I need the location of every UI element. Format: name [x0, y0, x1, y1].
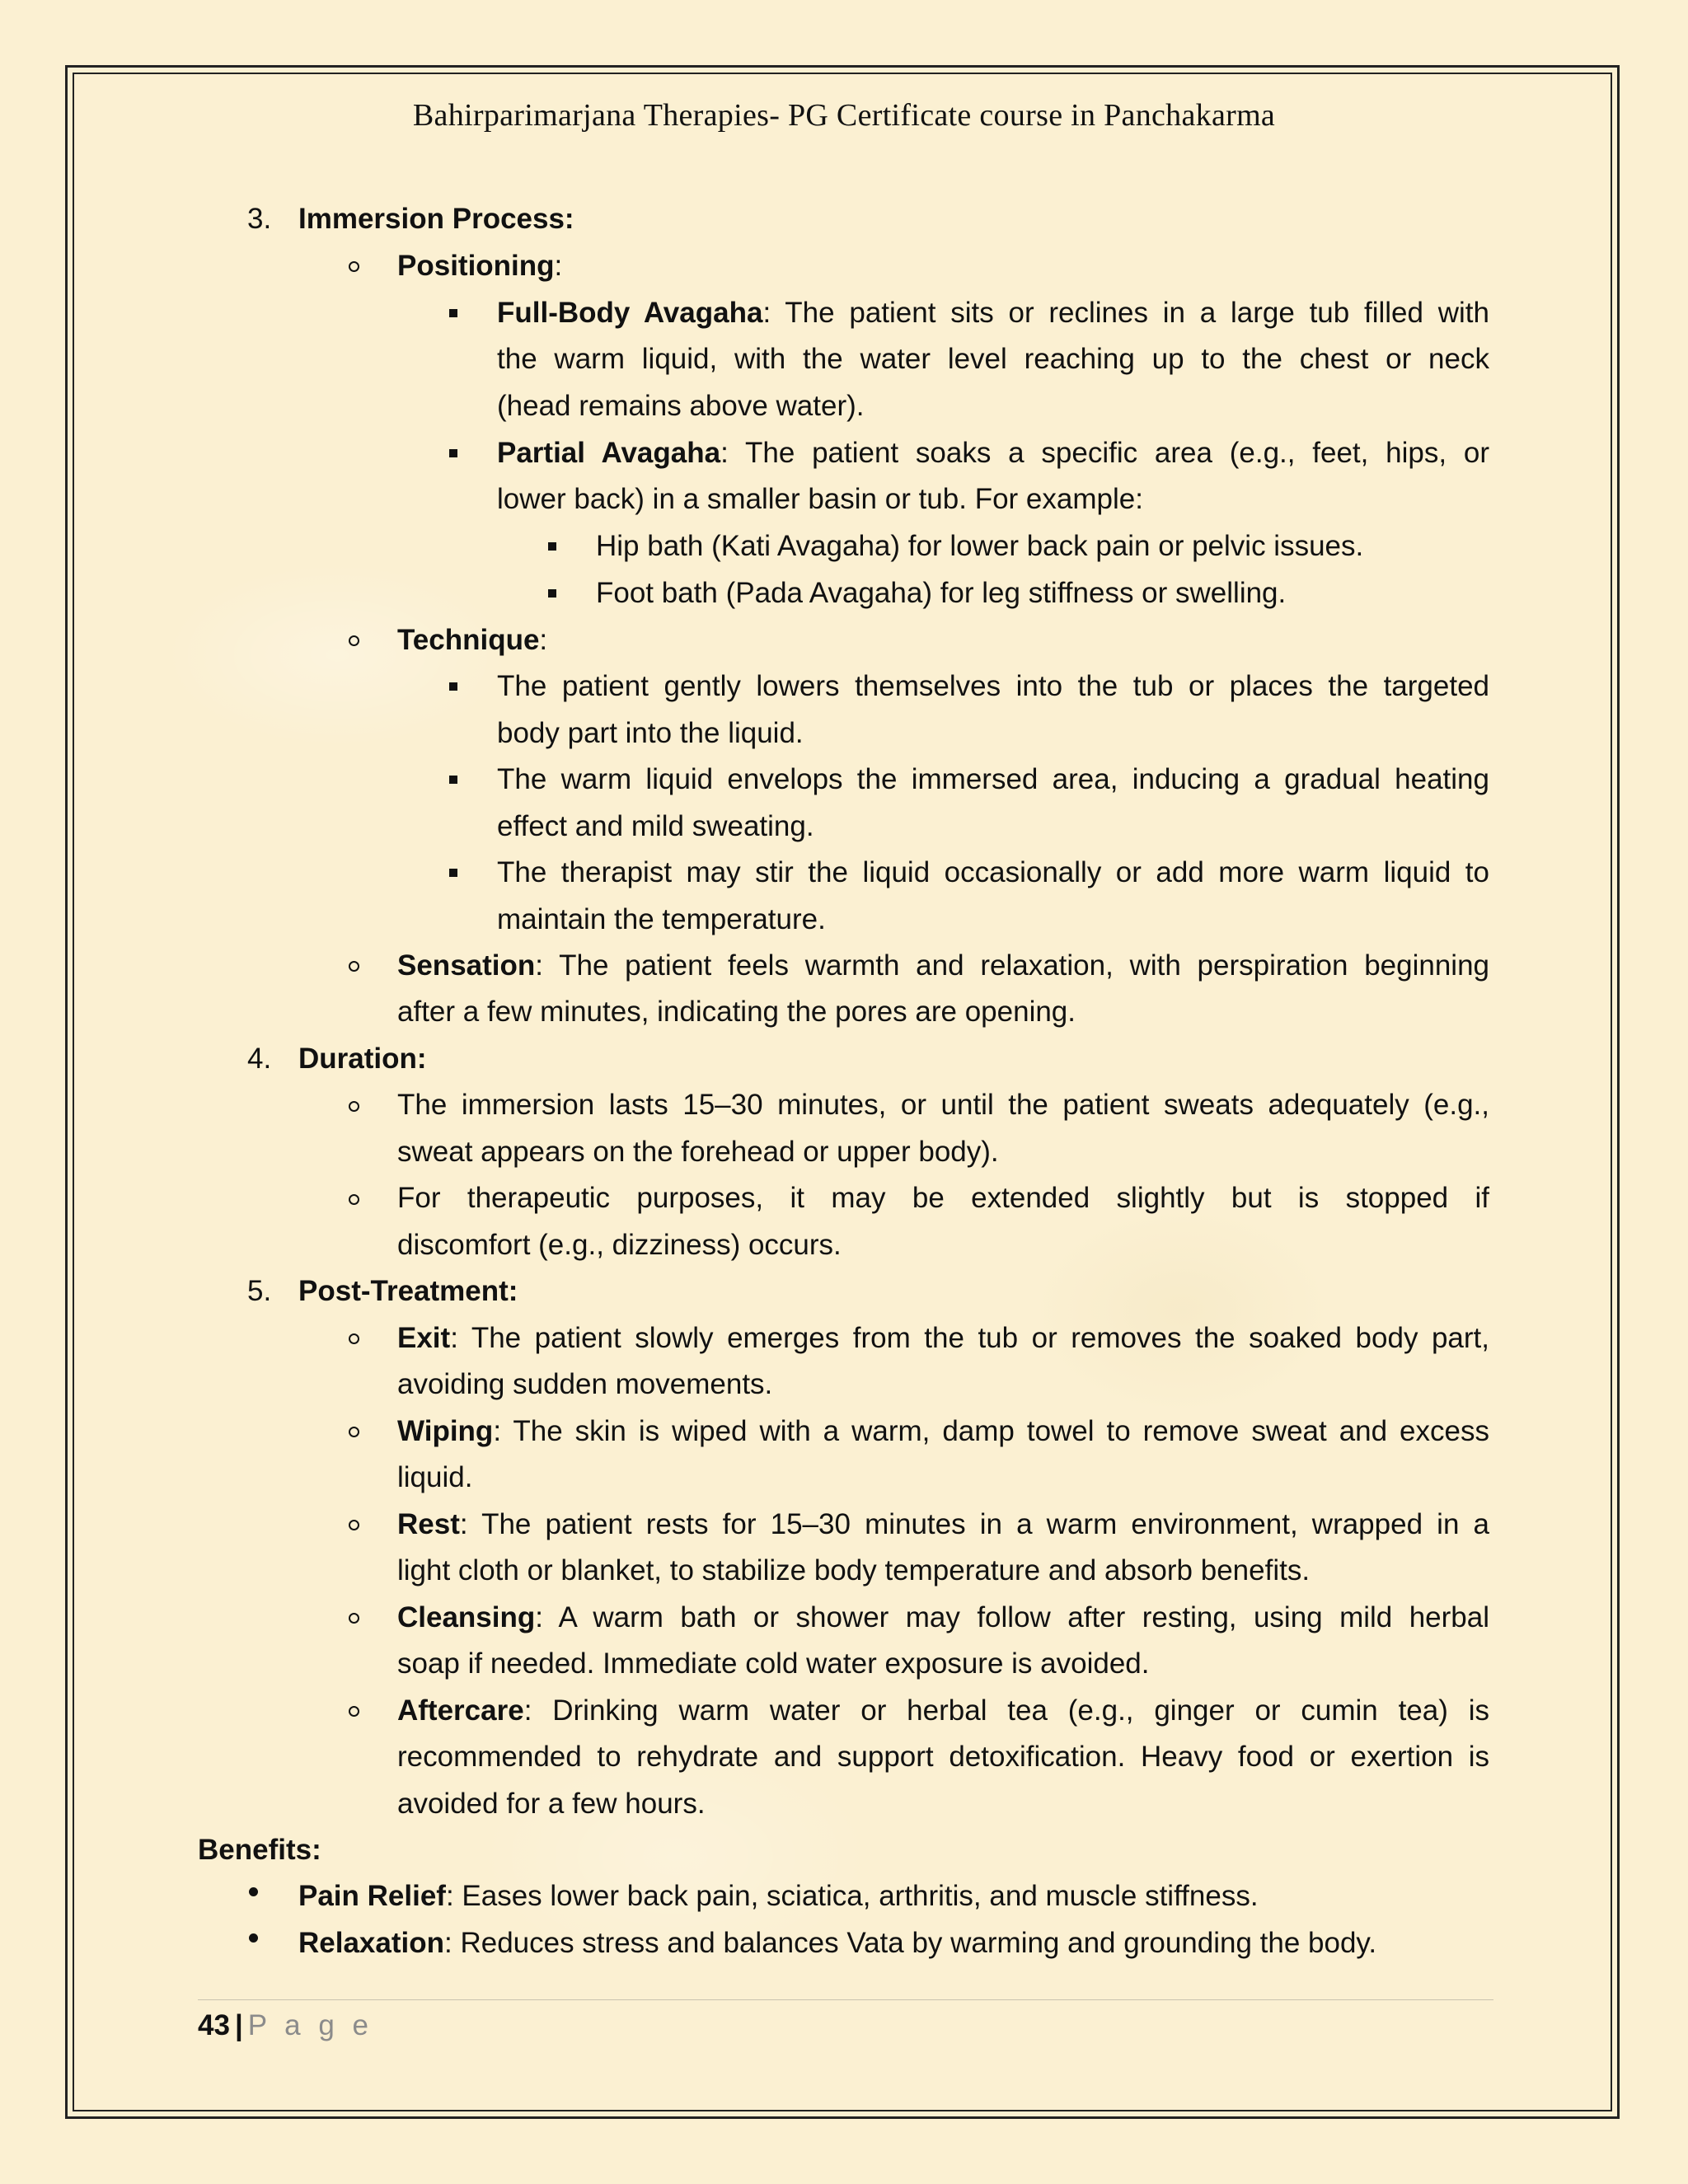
circle-bullet-icon [349, 1427, 359, 1437]
circle-bullet-icon [349, 1706, 359, 1717]
list-item-text: avoiding sudden movements. [397, 1368, 773, 1400]
square-bullet-icon [449, 869, 457, 877]
list-item-text: avoided for a few hours. [397, 1788, 706, 1820]
list-item: Foot bath (Pada Avagaha) for leg stiffness or swelling. [596, 577, 1287, 609]
list-item-text: discomfort (e.g., dizziness) occurs. [397, 1229, 842, 1261]
list-item-text: after a few minutes, indicating the pores are opening. [397, 996, 1076, 1028]
list-item: Aftercare: Drinking warm water or herbal tea (e.g., ginger or cumin tea) is [397, 1694, 1489, 1727]
list-item-text: liquid. [397, 1461, 473, 1493]
page-word: P a g e [247, 2009, 374, 2041]
list-item: Full-Body Avagaha: The patient sits or reclines in a large tub filled with [497, 297, 1489, 329]
list-item-text: The patient gently lowers themselves into the tub or places the targeted [497, 670, 1489, 702]
footer-divider [198, 1999, 1493, 2000]
subheading-technique: Technique: [397, 624, 548, 656]
list-item: Exit: The patient slowly emerges from the tub or removes the soaked body part, [397, 1322, 1489, 1354]
list-item-text: The immersion lasts 15–30 minutes, or until the patient sweats adequately (e.g., [397, 1089, 1489, 1121]
page-number: 43 [198, 2009, 230, 2041]
list-item-text: The warm liquid envelops the immersed area, inducing a gradual heating [497, 763, 1489, 795]
list-item-text: For therapeutic purposes, it may be extended slightly but is stopped if [397, 1182, 1489, 1214]
circle-bullet-icon [349, 1101, 359, 1112]
circle-bullet-icon [349, 1613, 359, 1624]
list-number: 5. [247, 1275, 272, 1307]
list-item-text: light cloth or blanket, to stabilize body temperature and absorb benefits. [397, 1554, 1311, 1586]
page-footer [198, 2003, 373, 2049]
list-item: Partial Avagaha: The patient soaks a specific area (e.g., feet, hips, or [497, 437, 1489, 469]
list-item-text: sweat appears on the forehead or upper body). [397, 1136, 999, 1168]
square-bullet-icon [548, 589, 556, 598]
section-heading: Immersion Process: [298, 203, 574, 235]
list-item-text: effect and mild sweating. [497, 810, 814, 842]
circle-bullet-icon [349, 961, 359, 972]
square-bullet-icon [449, 682, 457, 691]
list-item-text: maintain the temperature. [497, 903, 826, 935]
subheading-positioning: Positioning: [397, 250, 563, 282]
list-item: Hip bath (Kati Avagaha) for lower back pain or pelvic issues. [596, 530, 1364, 562]
square-bullet-icon [449, 449, 457, 457]
circle-bullet-icon [349, 261, 359, 272]
circle-bullet-icon [349, 635, 359, 646]
list-item-text: recommended to rehydrate and support detoxification. Heavy food or exertion is [397, 1741, 1489, 1773]
circle-bullet-icon [349, 1194, 359, 1205]
section-heading: Post-Treatment: [298, 1275, 518, 1307]
circle-bullet-icon [349, 1520, 359, 1530]
list-item-text: lower back) in a smaller basin or tub. For example: [497, 483, 1143, 515]
list-number: 3. [247, 203, 272, 235]
list-item: Rest: The patient rests for 15–30 minutes in a warm environment, wrapped in a [397, 1508, 1489, 1540]
benefits-heading: Benefits: [198, 1834, 321, 1866]
list-item: Sensation: The patient feels warmth and relaxation, with perspiration beginning [397, 949, 1489, 982]
list-item: Pain Relief: Eases lower back pain, sciatica, arthritis, and muscle stiffness. [298, 1880, 1259, 1912]
dot-bullet-icon [249, 1887, 258, 1896]
footer-separator: | [234, 2009, 243, 2041]
square-bullet-icon [449, 309, 457, 317]
list-item-text: soap if needed. Immediate cold water exposure is avoided. [397, 1647, 1150, 1680]
list-item: Cleansing: A warm bath or shower may follow after resting, using mild herbal [397, 1601, 1489, 1633]
running-header: Bahirparimarjana Therapies- PG Certificate course in Panchakarma [412, 98, 1276, 133]
list-item-text: body part into the liquid. [497, 717, 804, 749]
square-bullet-icon [449, 776, 457, 784]
list-item: Wiping: The skin is wiped with a warm, damp towel to remove sweat and excess [397, 1415, 1489, 1447]
list-item-text: (head remains above water). [497, 390, 865, 422]
list-number: 4. [247, 1043, 272, 1075]
list-item-text: The therapist may stir the liquid occasionally or add more warm liquid to [497, 856, 1489, 888]
circle-bullet-icon [349, 1333, 359, 1344]
dot-bullet-icon [249, 1933, 258, 1943]
list-item-text: the warm liquid, with the water level reaching up to the chest or neck [497, 343, 1489, 375]
list-item: Relaxation: Reduces stress and balances Vata by warming and grounding the body. [298, 1927, 1377, 1959]
square-bullet-icon [548, 542, 556, 551]
section-heading: Duration: [298, 1043, 427, 1075]
